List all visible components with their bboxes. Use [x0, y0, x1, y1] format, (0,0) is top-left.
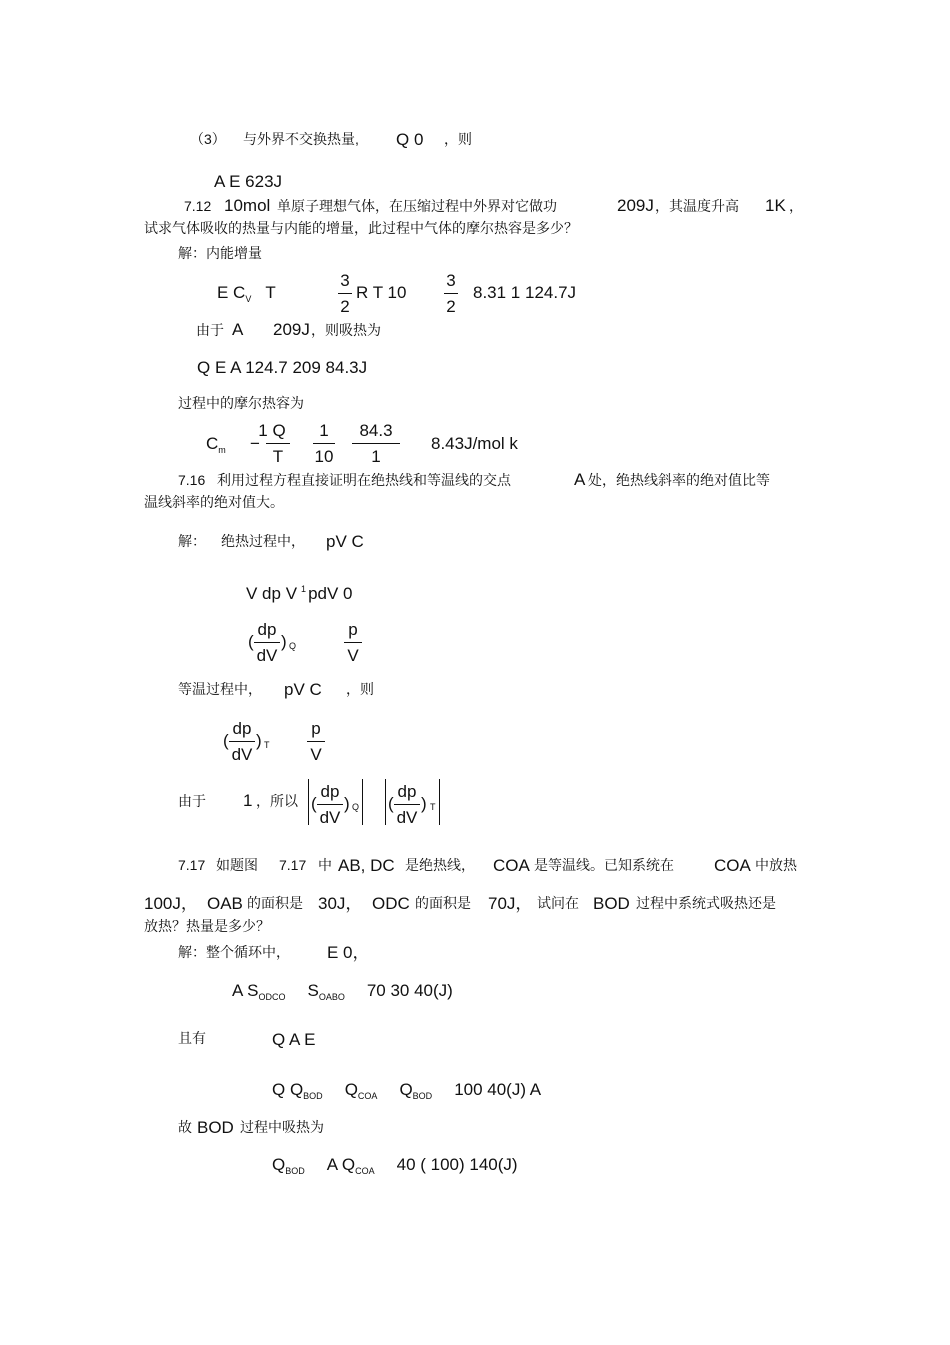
paren: ( — [248, 632, 254, 651]
condition-text: 与外界不交换热量, — [243, 131, 359, 147]
process-bod: BOD — [593, 894, 630, 913]
absorb-text: 过程中吸热为 — [240, 1119, 324, 1135]
amount: 10mol — [224, 196, 271, 215]
heat-text: ，则吸热为 — [311, 322, 381, 338]
temp-rise: 1K — [765, 196, 786, 215]
abs-bar — [439, 779, 440, 825]
paren: ) — [421, 794, 427, 813]
isothermal-eq: pV C — [284, 680, 322, 699]
subscript-q: Q — [289, 641, 297, 651]
problem-text: 是等温线。已知系统在 — [534, 857, 674, 873]
problem-text: 单原子理想气体，在压缩过程中外界对它做功 — [277, 198, 557, 214]
first-law: Q A E — [272, 1030, 316, 1049]
molar-heat-symbol: $C_m$ — [206, 434, 226, 455]
process-bod: BOD — [197, 1118, 234, 1137]
differential-eq: V dp V $^1$ pdV 0 — [246, 584, 353, 603]
paren: ) — [281, 632, 287, 651]
solution-label: 解：整个循环中， — [178, 944, 290, 960]
paren: ) — [344, 794, 350, 813]
molar-heat-result: 8.43J/mol k — [431, 434, 518, 453]
problem-text-line2: 温线斜率的绝对值大。 — [144, 494, 284, 510]
problem-text: 是绝热线， — [405, 857, 475, 873]
fraction: 1 10 — [314, 421, 334, 466]
result-equation: A E 623J — [214, 172, 283, 191]
fraction: 3 2 — [444, 272, 458, 315]
therefore-text: ，所以 — [256, 793, 298, 809]
pv-fraction: p V — [307, 720, 325, 763]
heat-sum-equation: Q $Q_{BOD}$ $Q_{COA}$ $Q_{BOD}$ 100 40(J) A — [272, 1080, 542, 1101]
heat-value: 100J， — [144, 894, 198, 913]
area-oab: OAB — [207, 894, 243, 913]
abs-bar — [362, 779, 363, 825]
abs-bar — [308, 779, 309, 825]
molar-heat-label: 过程中的摩尔热容为 — [178, 395, 304, 411]
subscript-t: T — [430, 802, 436, 812]
heat-equation: Q E A 124.7 209 84.3J — [197, 358, 368, 377]
then-text: ，则 — [346, 681, 374, 697]
derivative-fraction: dp dV — [229, 720, 255, 763]
subscript-t: T — [264, 740, 270, 750]
equation-lhs: E $C_V$ T — [217, 283, 276, 304]
problem-text-line2: 试求气体吸收的热量与内能的增量，此过程中气体的摩尔热容是多少？ — [144, 220, 578, 236]
minus-sign: − — [250, 434, 260, 453]
problem-text: 利用过程方程直接证明在绝热线和等温线的交点 — [217, 472, 511, 488]
area-odc: ODC — [372, 894, 410, 913]
problem-number: 7.12 — [184, 198, 212, 214]
equation-mid: R T 10 — [356, 283, 407, 302]
problem-text: 处，绝热线斜率的绝对值比等 — [588, 472, 770, 488]
pv-fraction: p V — [344, 621, 362, 664]
work-value: 209J — [273, 320, 310, 339]
point-a: A — [574, 470, 586, 489]
problem-text: 的面积是 — [415, 895, 471, 911]
area-value: 70J， — [488, 894, 533, 913]
fraction: 84.3 1 — [352, 422, 400, 465]
problem-text: 试问在 — [537, 895, 579, 911]
adiabatic-eq: pV C — [326, 532, 364, 551]
problem-text: 的面积是 — [247, 895, 303, 911]
paren: ( — [388, 794, 394, 813]
comma: ， — [789, 198, 803, 214]
therefore-text: 故 — [178, 1119, 192, 1135]
fraction: 3 2 — [338, 272, 352, 315]
solution-label: 解：内能增量 — [178, 245, 262, 261]
curve-labels: AB, DC — [338, 856, 395, 875]
curve-coa: COA — [493, 856, 530, 875]
isothermal-text: 等温过程中， — [178, 681, 262, 697]
delta-e-zero: E 0， — [327, 943, 370, 962]
equation-result: 8.31 1 124.7J — [473, 283, 577, 302]
and-text: 且有 — [178, 1030, 206, 1046]
equation: Q 0 — [396, 130, 424, 149]
paren: ) — [256, 731, 262, 750]
derivative-fraction: dp dV — [317, 783, 343, 826]
adiabatic-text: 绝热过程中， — [221, 533, 305, 549]
abs-bar — [385, 779, 386, 825]
problem-text: ，其温度升高 — [655, 198, 739, 214]
problem-text-line3: 放热？热量是多少？ — [144, 918, 270, 934]
derivative-fraction: dp dV — [394, 783, 420, 826]
fraction: 1 Q T — [250, 422, 290, 465]
subscript-q: Q — [352, 802, 360, 812]
gamma-value: 1 — [243, 791, 253, 810]
figure-number: 7.17 — [279, 857, 307, 873]
problem-text: 中放热 — [755, 857, 797, 873]
derivative-fraction: dp dV — [254, 621, 280, 664]
item-number: （3） — [190, 131, 226, 147]
since-text: 由于 — [178, 793, 206, 809]
final-heat-equation: $Q_{BOD}$ A $Q_{COA}$ 40 ( 100) 140(J) — [272, 1155, 518, 1176]
since-text: 由于 — [196, 322, 224, 338]
problem-text: 过程中系统式吸热还是 — [636, 895, 776, 911]
work-value: 209J — [617, 196, 654, 215]
paren: ( — [223, 731, 229, 750]
work-symbol: A — [232, 320, 244, 339]
curve-coa: COA — [714, 856, 751, 875]
solution-label: 解： — [178, 533, 206, 549]
then-text: ，则 — [444, 131, 472, 147]
problem-number: 7.16 — [178, 472, 206, 488]
problem-text: 中 — [318, 857, 332, 873]
problem-text: 如题图 — [216, 857, 258, 873]
area-value: 30J， — [318, 894, 363, 913]
work-equation: A $S_{ODCO}$ $S_{OABO}$ 70 30 40(J) — [232, 981, 453, 1002]
problem-number: 7.17 — [178, 857, 206, 873]
paren: ( — [311, 794, 317, 813]
